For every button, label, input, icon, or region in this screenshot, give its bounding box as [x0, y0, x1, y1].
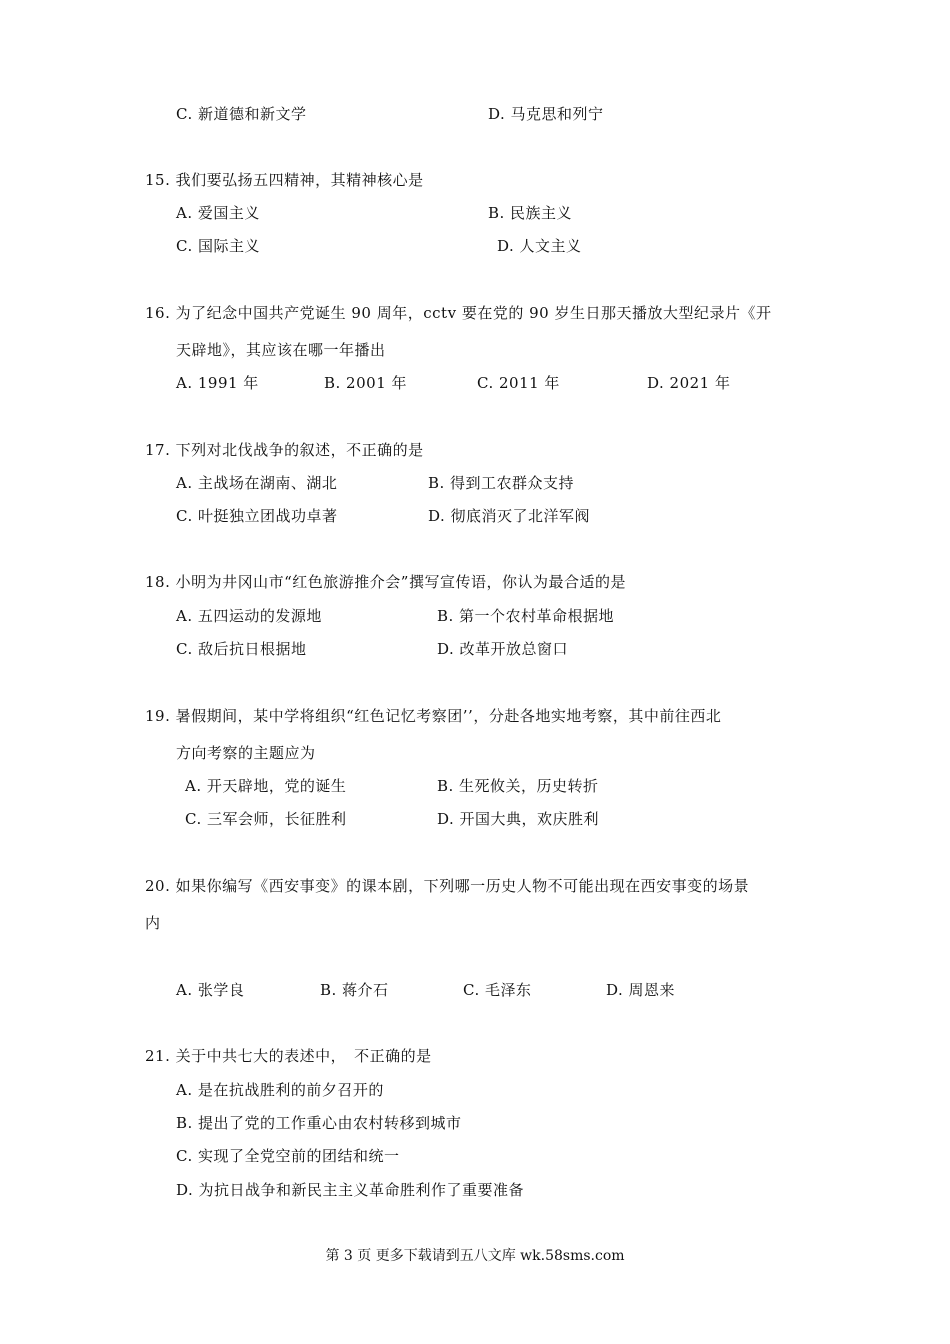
q16-stem-line1: 16. 为了纪念中国共产党诞生 90 周年，cctv 要在党的 90 岁生日那天播放大型纪录片《开 — [145, 304, 772, 322]
q21-stem: 21. 关于中共七大的表述中， 不正确的是 — [145, 1047, 432, 1065]
q16-option-d: D. 2021 年 — [647, 374, 731, 392]
q19-stem-line1: 19. 暑假期间，某中学将组织“红色记忆考察团’’，分赴各地实地考察，其中前往西北 — [145, 707, 722, 725]
q21-option-c: C. 实现了全党空前的团结和统一 — [176, 1147, 400, 1165]
q21-option-a: A. 是在抗战胜利的前夕召开的 — [176, 1081, 384, 1099]
q14-option-d: D. 马克思和列宁 — [488, 105, 604, 123]
q17-stem: 17. 下列对北伐战争的叙述，不正确的是 — [145, 441, 424, 459]
q20-option-c: C. 毛泽东 — [463, 981, 532, 999]
q19-option-d: D. 开国大典，欢庆胜利 — [437, 810, 600, 828]
q17-option-c: C. 叶挺独立团战功卓著 — [176, 507, 338, 525]
q17-option-d: D. 彻底消灭了北洋军阀 — [428, 507, 591, 525]
q15-option-d: D. 人文主义 — [497, 237, 582, 255]
q14-option-c: C. 新道德和新文学 — [176, 105, 307, 123]
q18-option-b: B. 第一个农村革命根据地 — [437, 607, 615, 625]
q15-option-c: C. 国际主义 — [176, 237, 260, 255]
q19-stem-line2: 方向考察的主题应为 — [176, 744, 316, 762]
q19-option-b: B. 生死攸关，历史转折 — [437, 777, 599, 795]
q20-stem-line2: 内 — [145, 914, 161, 932]
q21-option-d: D. 为抗日战争和新民主主义革命胜利作了重要准备 — [176, 1181, 525, 1199]
q20-option-a: A. 张学良 — [176, 981, 245, 999]
q19-option-a: A. 开天辟地，党的诞生 — [185, 777, 347, 795]
q15-stem: 15. 我们要弘扬五四精神，其精神核心是 — [145, 171, 424, 189]
q19-option-c: C. 三军会师，长征胜利 — [185, 810, 347, 828]
q15-option-b: B. 民族主义 — [488, 204, 573, 222]
q16-option-b: B. 2001 年 — [324, 374, 408, 392]
q18-option-d: D. 改革开放总窗口 — [437, 640, 569, 658]
q20-option-b: B. 蒋介石 — [320, 981, 389, 999]
q18-option-a: A. 五四运动的发源地 — [176, 607, 322, 625]
q15-option-a: A. 爱国主义 — [176, 204, 260, 222]
q16-stem-line2: 天辟地》，其应该在哪一年播出 — [176, 341, 386, 359]
q17-option-a: A. 主战场在湖南、湖北 — [176, 474, 338, 492]
q20-stem-line1: 20. 如果你编写《西安事变》的课本剧，下列哪一历史人物不可能出现在西安事变的场景 — [145, 877, 750, 895]
q16-option-c: C. 2011 年 — [477, 374, 560, 392]
q16-option-a: A. 1991 年 — [176, 374, 259, 392]
q17-option-b: B. 得到工农群众支持 — [428, 474, 575, 492]
q21-option-b: B. 提出了党的工作重心由农村转移到城市 — [176, 1114, 462, 1132]
page-footer: 第 3 页 更多下载请到五八文库 wk.58sms.com — [325, 1248, 625, 1264]
q20-option-d: D. 周恩来 — [606, 981, 676, 999]
q18-stem: 18. 小明为井冈山市“红色旅游推介会”撰写宣传语，你认为最合适的是 — [145, 573, 626, 591]
q18-option-c: C. 敌后抗日根据地 — [176, 640, 307, 658]
